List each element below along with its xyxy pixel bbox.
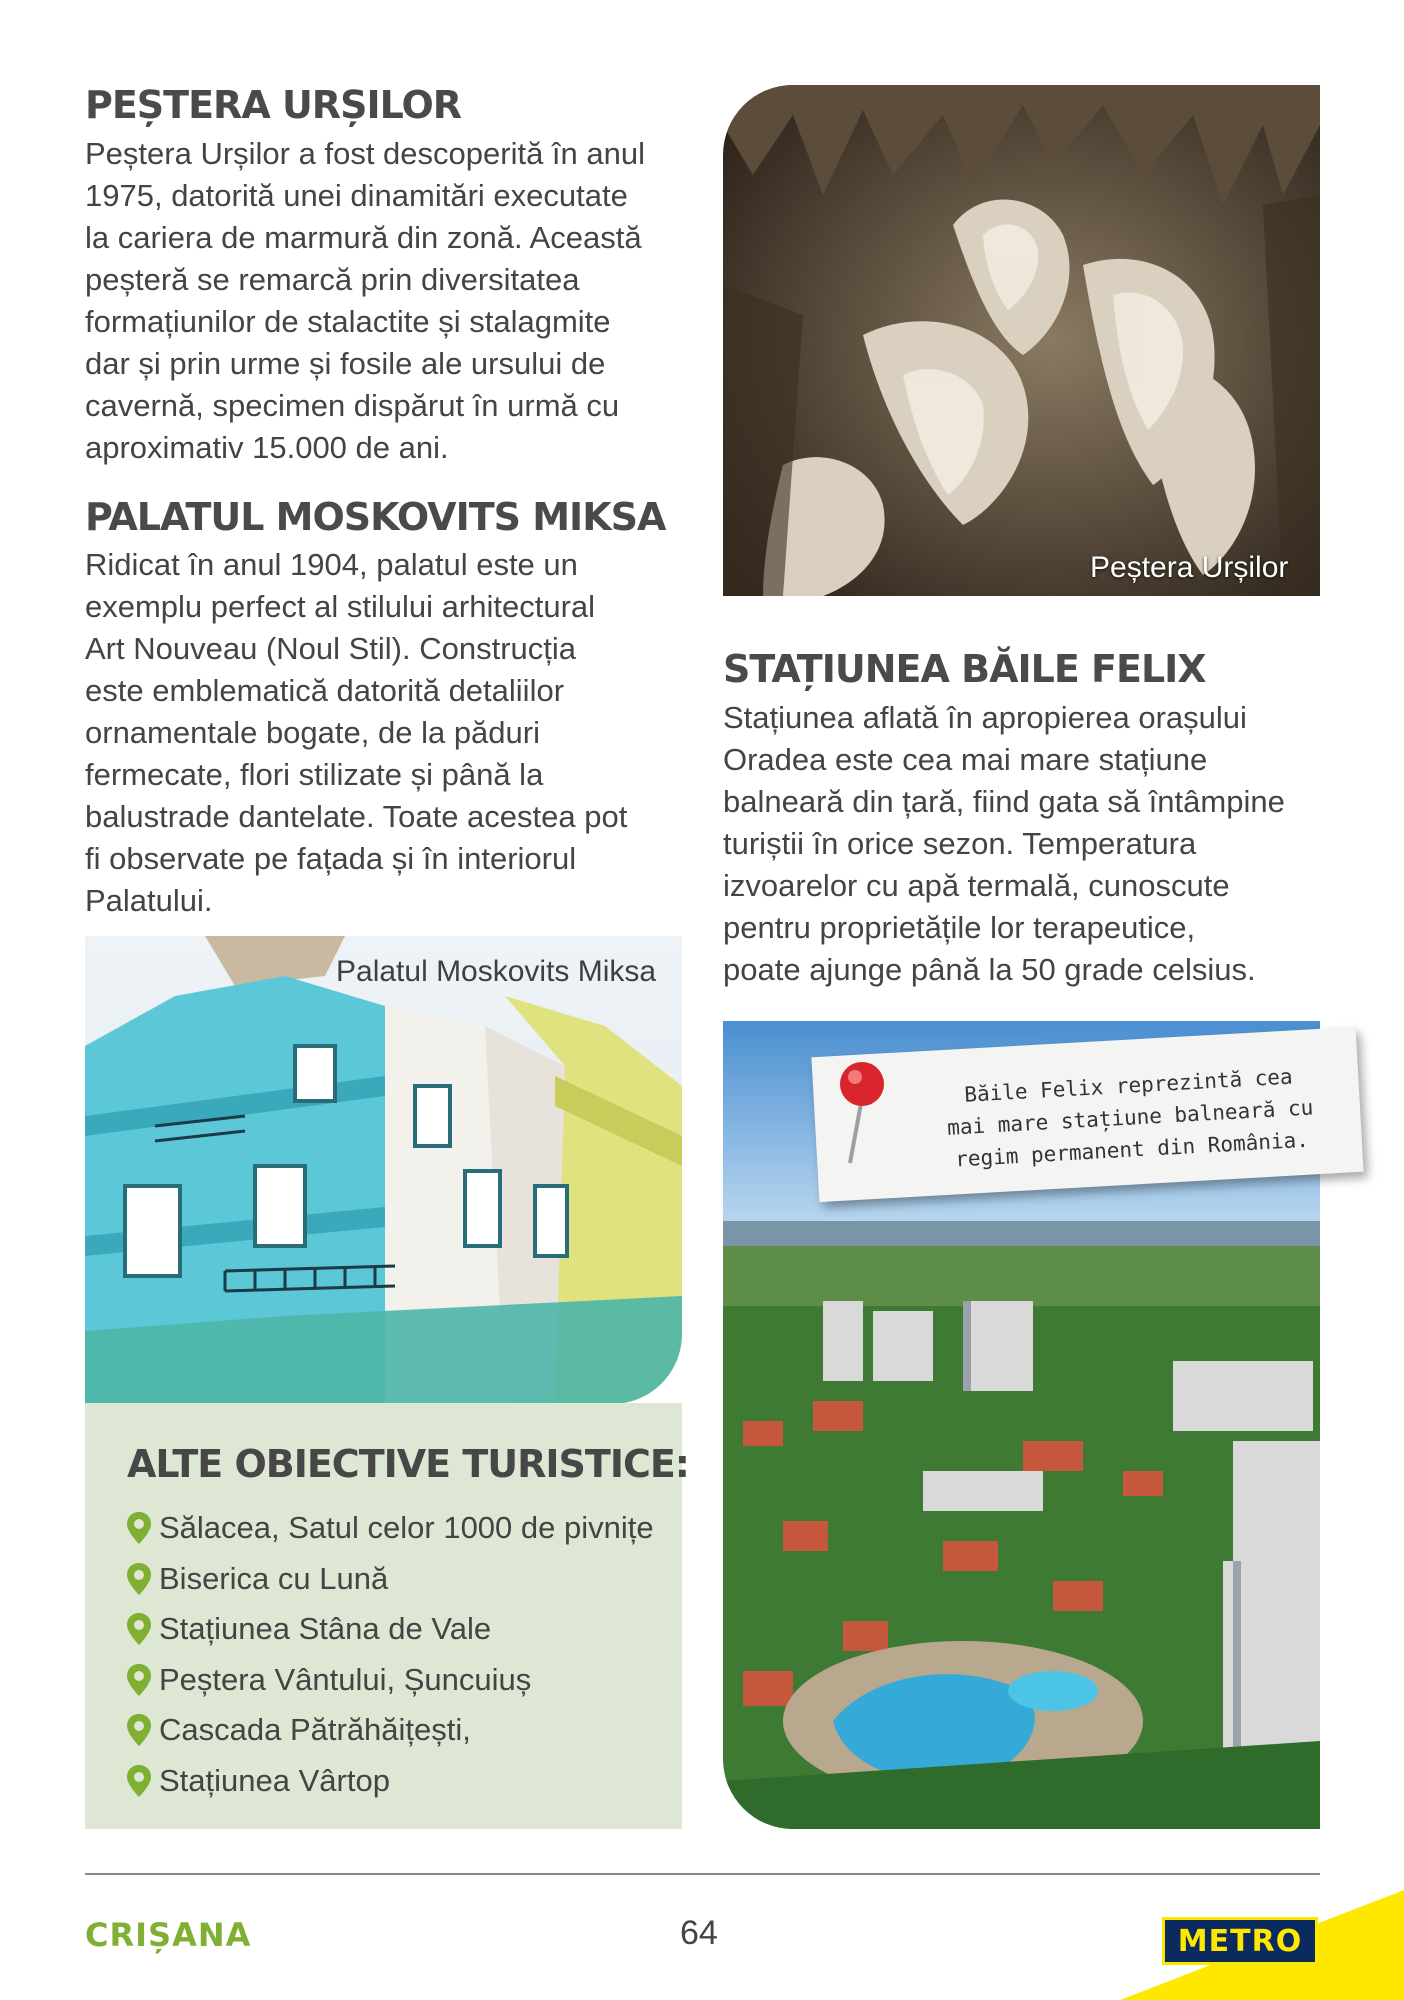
objective-name: Peștera Vântului, Șuncuiuș: [159, 1661, 532, 1697]
location-pin-icon: [127, 1563, 151, 1595]
page-number: 64: [680, 1914, 718, 1952]
objective-name: Stațiunea Stâna de Vale: [159, 1611, 492, 1647]
text-line: exemplu perfect al stilului arhitectural: [85, 589, 596, 624]
objective-name: Biserica cu Lună: [159, 1560, 389, 1596]
region-label: CRIȘANA: [85, 1916, 252, 1954]
text-line: aproximativ 15.000 de ani.: [85, 430, 449, 465]
brand-text: METRO: [1177, 1923, 1303, 1959]
objectives-list: [127, 1503, 654, 1806]
text-line: turiștii în orice sezon. Temperatura: [723, 826, 1197, 861]
text-line: Băile Felix reprezintă cea: [963, 1064, 1294, 1107]
text-line: Palatului.: [85, 883, 213, 918]
text-line: Art Nouveau (Noul Stil). Construcția: [85, 631, 577, 666]
text-line: peșteră se remarcă prin diversitatea: [85, 262, 580, 297]
heading-palatul-moskovits: PALATUL MOSKOVITS MIKSA: [85, 495, 666, 539]
text-line: fermecate, flori stilizate și până la: [85, 757, 544, 792]
paragraph-palatul-moskovits: [85, 544, 685, 922]
location-pin-icon: [127, 1765, 151, 1797]
objective-name: Stațiunea Vârtop: [159, 1762, 390, 1798]
metro-logo: [1162, 1917, 1318, 1965]
text-line: Stațiunea aflată în apropierea orașului: [723, 700, 1247, 735]
location-pin-icon: [127, 1714, 151, 1746]
text-line: Peștera Urșilor a fost descoperită în anul: [85, 136, 645, 171]
other-objectives-box: [85, 1403, 689, 1829]
list-item: [127, 1756, 654, 1807]
text-line: ornamentale bogate, de la păduri: [85, 715, 540, 750]
location-pin-icon: [127, 1512, 151, 1544]
text-line: mai mare stațiune balneară cu: [946, 1095, 1314, 1140]
text-line: cavernă, specimen dispărut în urmă cu: [85, 388, 620, 423]
text-line: Oradea este cea mai mare stațiune: [723, 742, 1208, 777]
text-line: este emblematică datorită detaliilor: [85, 673, 565, 708]
text-line: fi observate pe fațada și în interiorul: [85, 841, 577, 876]
text-line: dar și prin urme și fosile ale ursului de: [85, 346, 606, 381]
text-line: Ridicat în anul 1904, palatul este un: [85, 547, 578, 582]
caption-palace: Palatul Moskovits Miksa: [336, 955, 657, 988]
note-text: [908, 1057, 1353, 1177]
paragraph-pestera-ursilor: [85, 133, 685, 469]
list-item: [127, 1503, 654, 1554]
objectives-title: ALTE OBIECTIVE TURISTICE:: [127, 1442, 689, 1486]
info-note-card: [811, 1027, 1363, 1202]
paragraph-baile-felix: [723, 697, 1343, 991]
text-line: formațiunilor de stalactite și stalagmite: [85, 304, 611, 339]
text-line: 1975, datorită unei dinamitări executate: [85, 178, 628, 213]
list-item: [127, 1705, 654, 1756]
objective-name: Sălacea, Satul celor 1000 de pivnițe: [159, 1510, 654, 1546]
list-item: [127, 1554, 654, 1605]
objective-name: Cascada Pătrăhăițești,: [159, 1712, 471, 1748]
footer-divider: [85, 1873, 1320, 1875]
text-line: poate ajunge până la 50 grade celsius.: [723, 952, 1256, 987]
cave-photo: [723, 85, 1320, 596]
text-line: la cariera de marmură din zonă. Această: [85, 220, 642, 255]
list-item: [127, 1604, 654, 1655]
text-line: izvoarelor cu apă termală, cunoscute: [723, 868, 1230, 903]
palace-photo: [85, 936, 682, 1404]
text-line: balustrade dantelate. Toate acestea pot: [85, 799, 628, 834]
heading-pestera-ursilor: PEȘTERA URȘILOR: [85, 83, 462, 127]
text-line: balneară din țară, fiind gata să întâmpine: [723, 784, 1285, 819]
push-pin-icon: [830, 1058, 890, 1168]
location-pin-icon: [127, 1613, 151, 1645]
caption-cave: Peștera Urșilor: [1090, 551, 1289, 584]
heading-baile-felix: STAȚIUNEA BĂILE FELIX: [723, 647, 1206, 691]
location-pin-icon: [127, 1664, 151, 1696]
list-item: [127, 1655, 654, 1706]
text-line: regim permanent din România.: [954, 1127, 1310, 1172]
text-line: pentru proprietățile lor terapeutice,: [723, 910, 1196, 945]
